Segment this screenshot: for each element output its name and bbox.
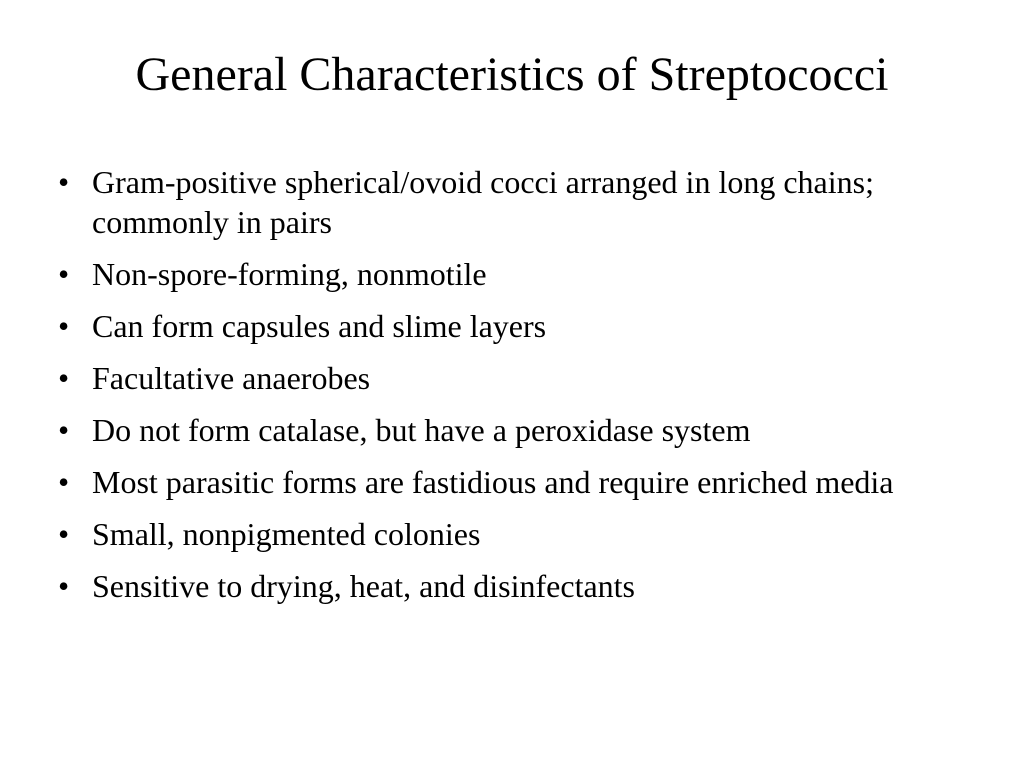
bullet-icon: • — [58, 516, 70, 552]
bullet-list — [58, 162, 958, 618]
bullet-text: Facultative anaerobes — [92, 360, 371, 396]
bullet-icon: • — [58, 360, 70, 396]
bullet-item-7 — [58, 514, 958, 554]
bullet-text: Do not form catalase, but have a peroxidase system — [92, 412, 751, 448]
bullet-item-3 — [58, 306, 958, 346]
bullet-text: Non-spore-forming, nonmotile — [92, 256, 487, 292]
bullet-item-6 — [58, 462, 958, 502]
bullet-icon: • — [58, 308, 70, 344]
bullet-icon: • — [58, 464, 70, 500]
bullet-text: Sensitive to drying, heat, and disinfectants — [92, 568, 635, 604]
bullet-text: Most parasitic forms are fastidious and require enriched media — [92, 464, 894, 500]
bullet-item-5 — [58, 410, 958, 450]
bullet-icon: • — [58, 164, 70, 200]
bullet-item-4 — [58, 358, 958, 398]
bullet-item-1 — [58, 162, 958, 242]
slide-title: General Characteristics of Streptococci — [135, 48, 889, 101]
bullet-text: Can form capsules and slime layers — [92, 308, 547, 344]
bullet-icon: • — [58, 568, 70, 604]
bullet-text: Small, nonpigmented colonies — [92, 516, 481, 552]
bullet-text: Gram-positive spherical/ovoid cocci arranged in long chains; commonly in pairs — [92, 164, 874, 240]
bullet-icon: • — [58, 412, 70, 448]
bullet-item-2 — [58, 254, 958, 294]
bullet-icon: • — [58, 256, 70, 292]
bullet-item-8 — [58, 566, 958, 606]
